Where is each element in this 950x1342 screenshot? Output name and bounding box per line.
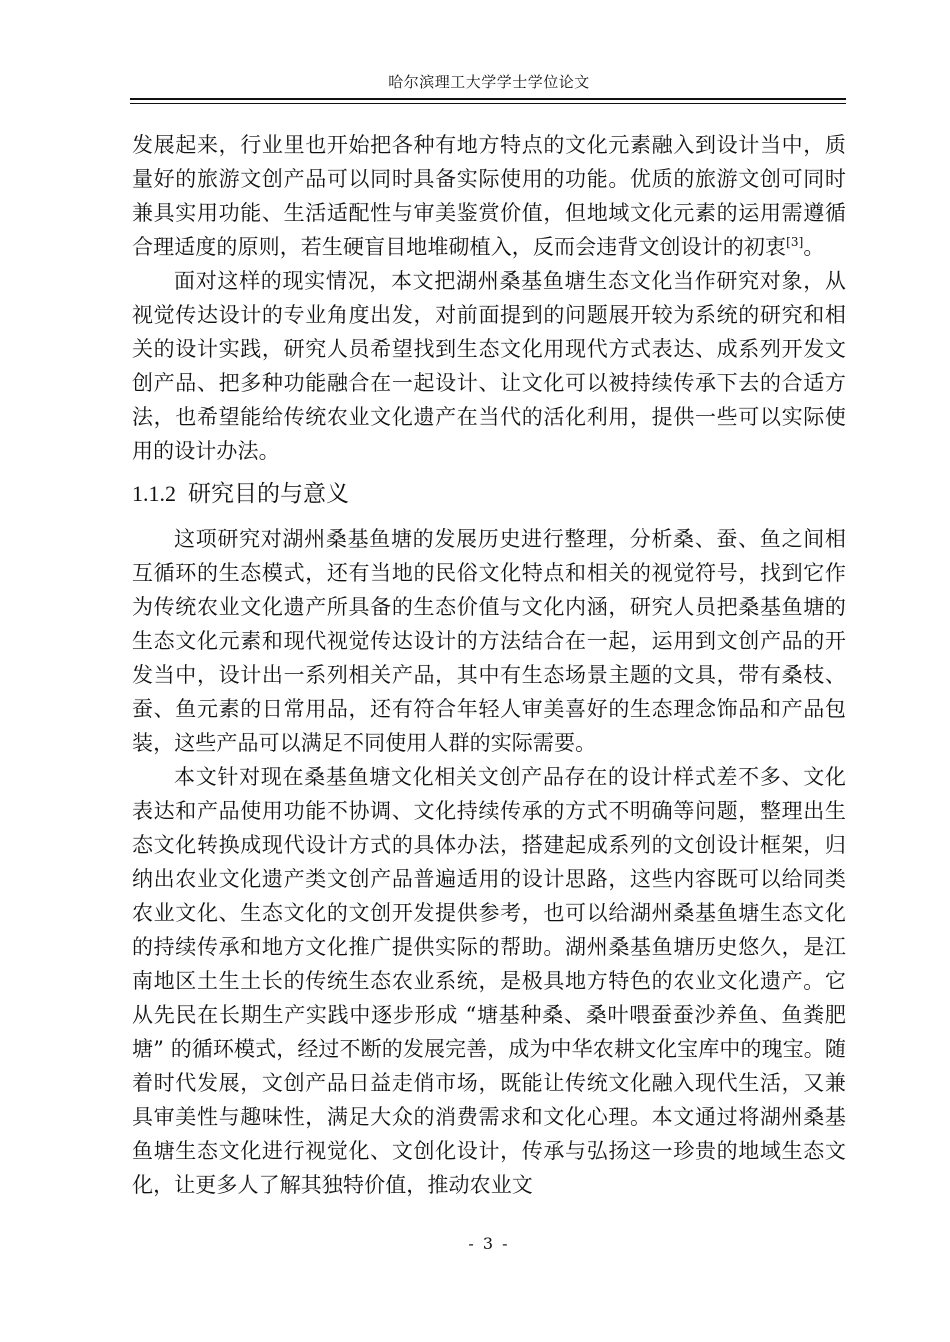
running-header: 哈尔滨理工大学学士学位论文 xyxy=(388,73,590,91)
body-text xyxy=(132,128,846,1202)
paragraph-3: 这项研究对湖州桑基鱼塘的发展历史进行整理，分析桑、蚕、鱼之间相互循环的生态模式，还有当地的民俗文化特点和相关的视觉符号，找到它作为传统农业文化遗产所具备的生态价值与文化内涵，研究人员把桑基鱼塘的生态文化元素和现代视觉传达设计的方法结合在一起，运用到文创产品的开发当中，设计出一系列相关产品，其中有生态场景主题的文具，带有桑枝、蚕、鱼元素的日常用品，还有符合年轻人审美喜好的生态理念饰品和产品包装，这些产品可以满足不同使用人群的实际需要。 xyxy=(132,527,846,755)
header-rule-thick xyxy=(130,98,846,100)
paragraph-1 xyxy=(132,128,846,264)
paragraph-1-text: 发展起来，行业里也开始把各种有地方特点的文化元素融入到设计当中，质量好的旅游文创产品可以同时具备实际使用的功能。优质的旅游文创可同时兼具实用功能、生活适配性与审美鉴赏价值，但地域文化元素的运用需遵循合理适度的原则，若生硬盲目地堆砌植入，反而会违背文创设计的初衷 xyxy=(132,133,846,259)
citation-marker: [3] xyxy=(786,235,804,249)
page-number: - 3 - xyxy=(468,1234,510,1253)
header-rule-thin xyxy=(130,103,846,104)
section-heading xyxy=(132,476,846,512)
section-title: 研究目的与意义 xyxy=(188,481,349,507)
section-number: 1.1.2 xyxy=(132,481,176,506)
paragraph-1-end: 。 xyxy=(803,235,825,259)
paragraph-4: 本文针对现在桑基鱼塘文化相关文创产品存在的设计样式差不多、文化表达和产品使用功能不协调、文化持续传承的方式不明确等问题，整理出生态文化转换成现代设计方式的具体办法，搭建起成系列的文创设计框架，归纳出农业文化遗产类文创产品普遍适用的设计思路，这些内容既可以给同类农业文化、生态文化的文创开发提供参考，也可以给湖州桑基鱼塘生态文化的持续传承和地方文化推广提供实际的帮助。湖州桑基鱼塘历史悠久，是江南地区土生土长的传统生态农业系统，是极具地方特色的农业文化遗产。它从先民在长期生产实践中逐步形成 “塘基种桑、桑叶喂蚕蚕沙养鱼、鱼粪肥塘” 的循环模式，经过不断的发展完善，成为中华农耕文化宝库中的瑰宝。随着时代发展，文创产品日益走俏市场，既能让传统文化融入现代生活，又兼具审美性与趣味性，满足大众的消费需求和文化心理。本文通过将湖州桑基鱼塘生态文化进行视觉化、文创化设计，传承与弘扬这一珍贵的地域生态文化，让更多人了解其独特价值，推动农业文 xyxy=(132,765,846,1197)
paragraph-2: 面对这样的现实情况，本文把湖州桑基鱼塘生态文化当作研究对象，从视觉传达设计的专业角度出发，对前面提到的问题展开较为系统的研究和相关的设计实践，研究人员希望找到生态文化用现代方式表达、成系列开发文创产品、把多种功能融合在一起设计、让文化可以被持续传承下去的合适方法，也希望能给传统农业文化遗产在当代的活化利用，提供一些可以实际使用的设计办法。 xyxy=(132,269,846,463)
